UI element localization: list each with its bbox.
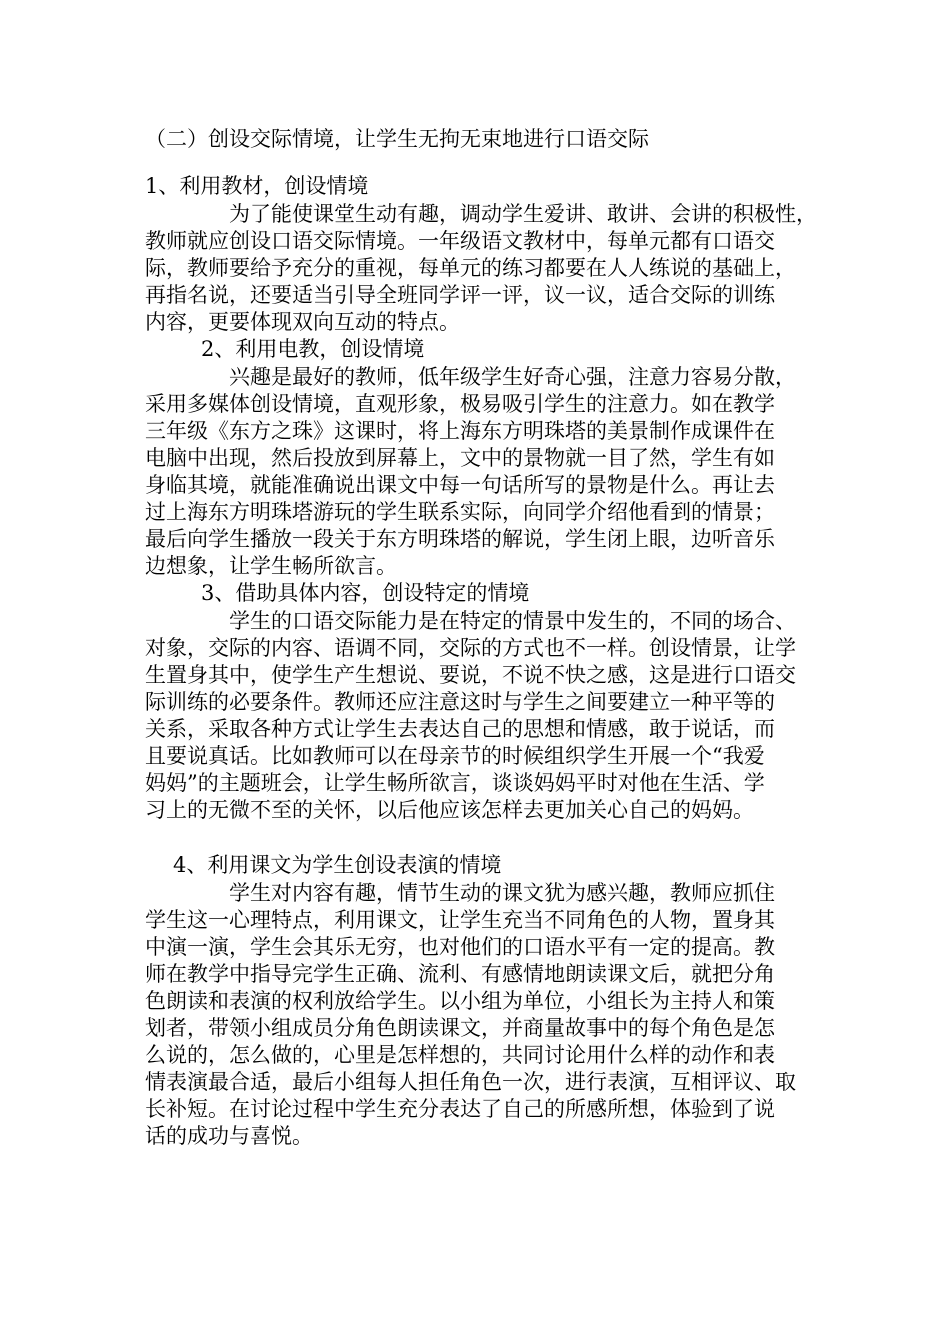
section-4-paragraph-line: 师在教学中指导完学生正确、流利、有感情地朗读课文后，就把分角 bbox=[145, 962, 775, 986]
document-heading: （二）创设交际情境，让学生无拘无束地进行口语交际 bbox=[145, 127, 649, 151]
section-2-title: 2、利用电教，创设情境 bbox=[201, 337, 425, 361]
section-1-paragraph-line: 为了能使课堂生动有趣，调动学生爱讲、敢讲、会讲的积极性， bbox=[229, 202, 817, 226]
section-3-paragraph-line: 习上的无微不至的关怀，以后他应该怎样去更加关心自己的妈妈。 bbox=[145, 798, 754, 822]
section-1-paragraph-line: 内容，更要体现双向互动的特点。 bbox=[145, 310, 460, 334]
section-3-paragraph-line: 际训练的必要条件。教师还应注意这时与学生之间要建立一种平等的 bbox=[145, 690, 775, 714]
section-4-paragraph-line: 学生这一心理特点，利用课文，让学生充当不同角色的人物，置身其 bbox=[145, 908, 775, 932]
section-1-paragraph-line: 际，教师要给予充分的重视，每单元的练习都要在人人练说的基础上， bbox=[145, 256, 796, 280]
section-1-paragraph-line: 教师就应创设口语交际情境。一年级语文教材中，每单元都有口语交 bbox=[145, 229, 775, 253]
section-3-paragraph-line: 妈妈”的主题班会，让学生畅所欲言，谈谈妈妈平时对他在生活、学 bbox=[145, 771, 765, 795]
section-4-paragraph-line: 话的成功与喜悦。 bbox=[145, 1124, 313, 1148]
section-3-paragraph-line: 学生的口语交际能力是在特定的情景中发生的，不同的场合、 bbox=[229, 609, 796, 633]
section-1-paragraph-line: 再指名说，还要适当引导全班同学评一评，议一议，适合交际的训练 bbox=[145, 283, 775, 307]
section-2-paragraph-line: 最后向学生播放一段关于东方明珠塔的解说，学生闭上眼，边听音乐 bbox=[145, 527, 775, 551]
section-2-paragraph-line: 采用多媒体创设情境，直观形象，极易吸引学生的注意力。如在教学 bbox=[145, 392, 775, 416]
section-1-title: 1、利用教材，创设情境 bbox=[145, 174, 369, 198]
section-4-title: 4、利用课文为学生创设表演的情境 bbox=[173, 853, 502, 877]
section-4-paragraph-line: 划者，带领小组成员分角色朗读课文，并商量故事中的每个角色是怎 bbox=[145, 1016, 775, 1040]
section-4-paragraph-line: 学生对内容有趣，情节生动的课文犹为感兴趣，教师应抓住 bbox=[229, 881, 775, 905]
section-4-paragraph-line: 长补短。在讨论过程中学生充分表达了自己的所感所想，体验到了说 bbox=[145, 1097, 775, 1121]
section-2-paragraph-line: 身临其境，就能准确说出课文中每一句话所写的景物是什么。再让去 bbox=[145, 473, 775, 497]
section-4-paragraph-line: 中演一演，学生会其乐无穷，也对他们的口语水平有一定的提高。教 bbox=[145, 935, 775, 959]
section-3-paragraph-line: 且要说真话。比如教师可以在母亲节的时候组织学生开展一个“我爱 bbox=[145, 744, 765, 768]
section-2-paragraph-line: 三年级《东方之珠》这课时，将上海东方明珠塔的美景制作成课件在 bbox=[145, 419, 775, 443]
section-2-paragraph-line: 边想象，让学生畅所欲言。 bbox=[145, 554, 397, 578]
section-3-title: 3、借助具体内容，创设特定的情境 bbox=[201, 581, 530, 605]
section-4-paragraph-line: 情表演最合适，最后小组每人担任角色一次，进行表演，互相评议、取 bbox=[145, 1070, 796, 1094]
section-2-paragraph-line: 电脑中出现，然后投放到屏幕上，文中的景物就一目了然，学生有如 bbox=[145, 446, 775, 470]
section-4-paragraph-line: 色朗读和表演的权利放给学生。以小组为单位，小组长为主持人和策 bbox=[145, 989, 775, 1013]
section-3-paragraph-line: 生置身其中，使学生产生想说、要说，不说不快之感，这是进行口语交 bbox=[145, 663, 796, 687]
section-4-paragraph-line: 么说的，怎么做的，心里是怎样想的，共同讨论用什么样的动作和表 bbox=[145, 1043, 775, 1067]
section-2-paragraph-line: 兴趣是最好的教师，低年级学生好奇心强，注意力容易分散， bbox=[229, 365, 796, 389]
section-3-paragraph-line: 对象，交际的内容、语调不同，交际的方式也不一样。创设情景，让学 bbox=[145, 636, 796, 660]
section-2-paragraph-line: 过上海东方明珠塔游玩的学生联系实际，向同学介绍他看到的情景； bbox=[145, 500, 775, 524]
section-3-paragraph-line: 关系，采取各种方式让学生去表达自己的思想和情感，敢于说话，而 bbox=[145, 717, 775, 741]
